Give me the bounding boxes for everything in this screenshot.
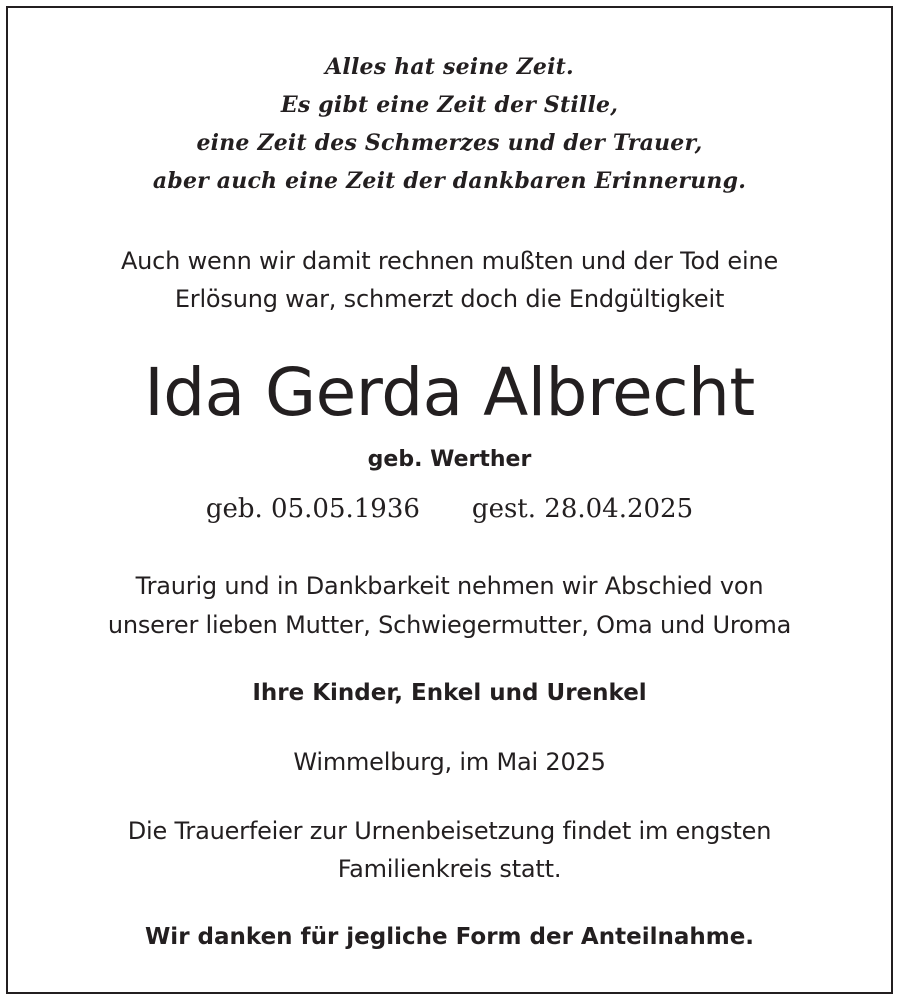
mourners-signature: Ihre Kinder, Enkel und Urenkel (252, 680, 647, 706)
birth-date: geb. 05.05.1936 (205, 494, 420, 524)
poem-line: Alles hat seine Zeit. (325, 54, 574, 80)
intro-line: Auch wenn wir damit rechnen mußten und der Tod eine (120, 247, 779, 275)
place-and-date: Wimmelburg, im Mai 2025 (293, 748, 606, 776)
death-date: gest. 28.04.2025 (471, 494, 694, 524)
poem-line: eine Zeit des Schmerzes und der Trauer, (196, 130, 703, 156)
thanks-line: Wir danken für jegliche Form der Anteilnahme. (144, 924, 755, 950)
deceased-name: Ida Gerda Albrecht (144, 354, 755, 431)
life-dates (0, 494, 899, 524)
funeral-line: Familienkreis statt. (337, 855, 562, 883)
funeral-line: Die Trauerfeier zur Urnenbeisetzung findet im engsten (127, 817, 772, 845)
farewell-line: Traurig und in Dankbarkeit nehmen wir Abschied von (135, 572, 764, 600)
farewell-line: unserer lieben Mutter, Schwiegermutter, Oma und Uroma (107, 611, 792, 639)
maiden-name: geb. Werther (367, 447, 532, 472)
poem-line: Es gibt eine Zeit der Stille, (280, 92, 619, 118)
intro-line: Erlösung war, schmerzt doch die Endgültigkeit (174, 285, 725, 313)
poem-line: aber auch eine Zeit der dankbaren Erinnerung. (152, 168, 747, 194)
